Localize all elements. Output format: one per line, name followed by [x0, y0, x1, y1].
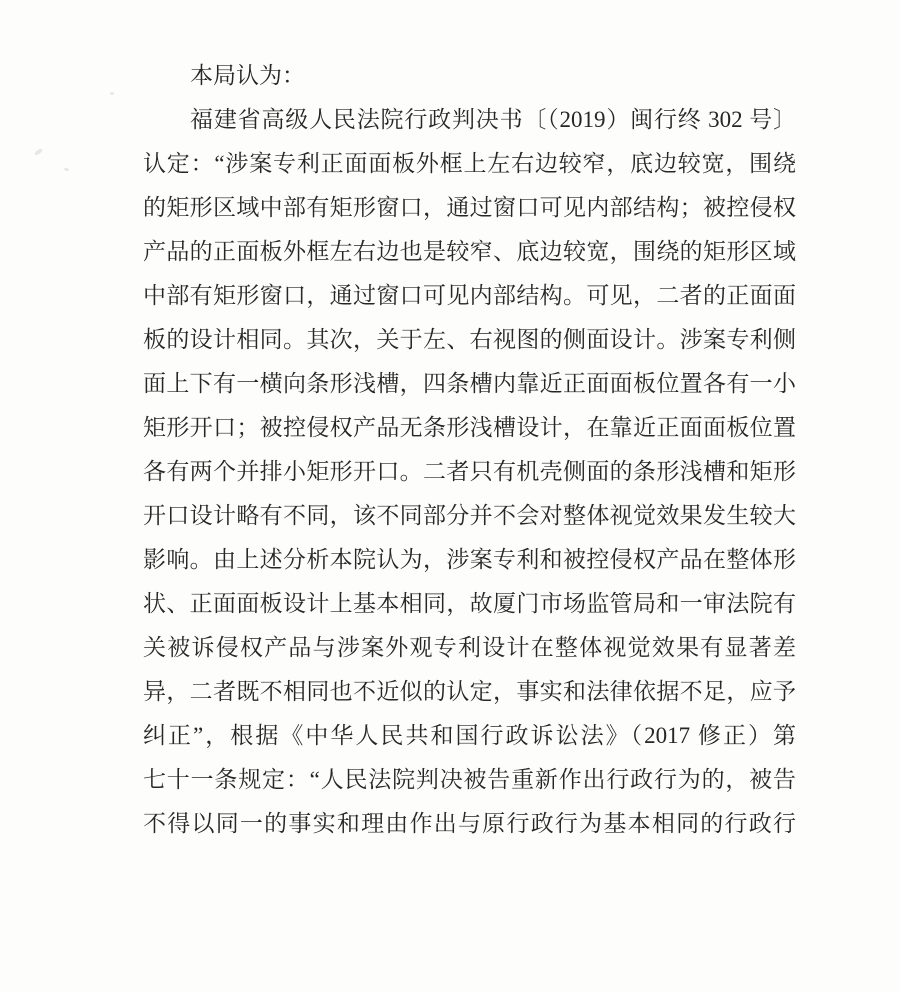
text-line: 福建省高级人民法院行政判决书〔（2019）闽行终 302 号〕 — [190, 107, 796, 132]
scan-speckle — [34, 148, 44, 156]
text-line: 矩形开口；被控侵权产品无条形浅槽设计，在靠近正面面板位置 — [143, 415, 796, 440]
paragraph-opening-line: 本局认为： — [190, 63, 305, 88]
text-line: 不得以同一的事实和理由作出与原行政行为基本相同的行政行 — [143, 811, 796, 836]
text-line: 的矩形区域中部有矩形窗口，通过窗口可见内部结构；被控侵权 — [143, 195, 796, 220]
text-line: 各有两个并排小矩形开口。二者只有机壳侧面的条形浅槽和矩形 — [143, 459, 796, 484]
text-line: 七十一条规定：“人民法院判决被告重新作出行政行为的，被告 — [143, 767, 796, 792]
document-text-block — [143, 54, 796, 846]
text-line: 面上下有一横向条形浅槽，四条槽内靠近正面面板位置各有一小 — [143, 371, 796, 396]
text-line: 中部有矩形窗口，通过窗口可见内部结构。可见，二者的正面面 — [143, 283, 796, 308]
text-line: 开口设计略有不同，该不同部分并不会对整体视觉效果发生较大 — [143, 503, 796, 528]
scan-speckle — [64, 167, 70, 172]
text-line: 影响。由上述分析本院认为，涉案专利和被控侵权产品在整体形 — [143, 547, 796, 572]
text-line: 产品的正面板外框左右边也是较窄、底边较宽，围绕的矩形区域 — [143, 239, 796, 264]
text-line: 认定：“涉案专利正面面板外框上左右边较窄，底边较宽，围绕 — [143, 151, 796, 176]
text-line: 状、正面面板设计上基本相同，故厦门市场监管局和一审法院有 — [143, 591, 796, 616]
text-line: 关被诉侵权产品与涉案外观专利设计在整体视觉效果有显著差 — [143, 635, 796, 660]
scan-speckle — [110, 92, 114, 95]
text-line: 异，二者既不相同也不近似的认定，事实和法律依据不足，应予 — [143, 679, 796, 704]
text-line: 纠正”，根据《中华人民共和国行政诉讼法》（2017 修正）第 — [143, 723, 796, 748]
text-line: 板的设计相同。其次，关于左、右视图的侧面设计。涉案专利侧 — [143, 327, 796, 352]
